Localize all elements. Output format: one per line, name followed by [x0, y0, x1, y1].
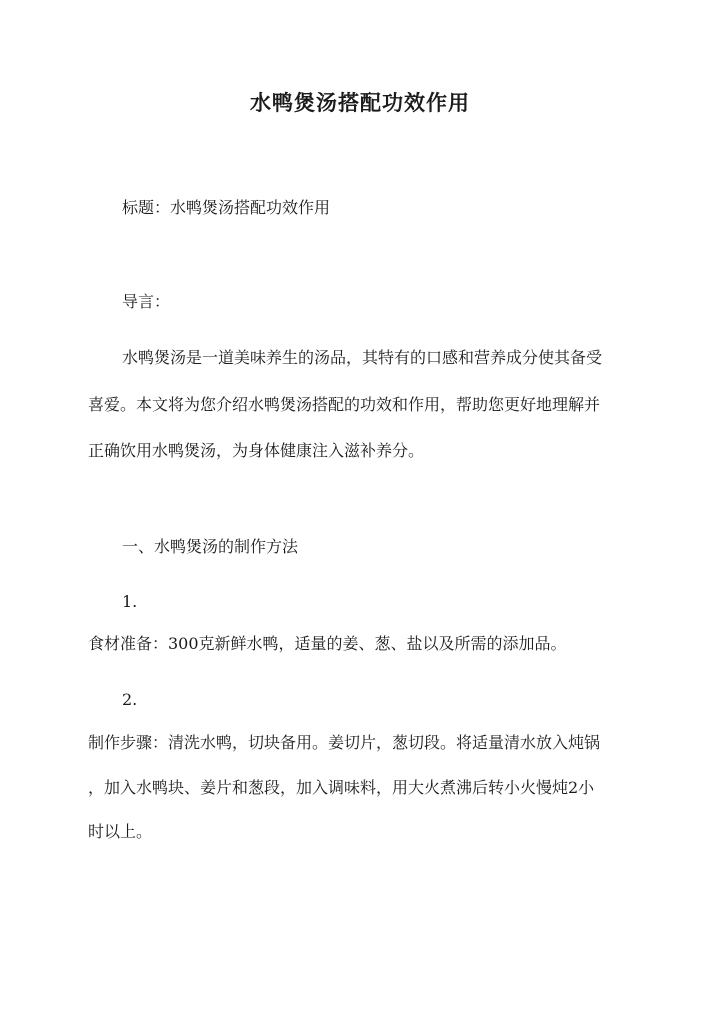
section1-heading: 一、水鸭煲汤的制作方法 [122, 537, 299, 556]
item-1-line-1: 食材准备：300克新鲜水鸭，适量的姜、葱、盐以及所需的添加品。 [88, 634, 567, 653]
item-2-line-1: 制作步骤：清洗水鸭，切块备用。姜切片，葱切段。将适量清水放入炖锅 [88, 733, 601, 752]
subtitle-line: 标题：水鸭煲汤搭配功效作用 [122, 198, 331, 217]
intro-line-1: 水鸭煲汤是一道美味养生的汤品，其特有的口感和营养成分使其备受 [122, 348, 603, 367]
intro-line-3: 正确饮用水鸭煲汤，为身体健康注入滋补养分。 [88, 441, 425, 460]
item-2-line-2: ，加入水鸭块、姜片和葱段，加入调味料，用大火煮沸后转小火慢炖2小 [88, 778, 595, 797]
item-2-line-3: 时以上。 [88, 822, 153, 841]
document-title: 水鸭煲汤搭配功效作用 [250, 90, 470, 115]
item-1-number: 1. [122, 592, 138, 611]
intro-heading: 导言： [122, 292, 171, 311]
intro-line-2: 喜爱。本文将为您介绍水鸭煲汤搭配的功效和作用，帮助您更好地理解并 [88, 395, 601, 414]
item-2-number: 2. [122, 690, 138, 709]
